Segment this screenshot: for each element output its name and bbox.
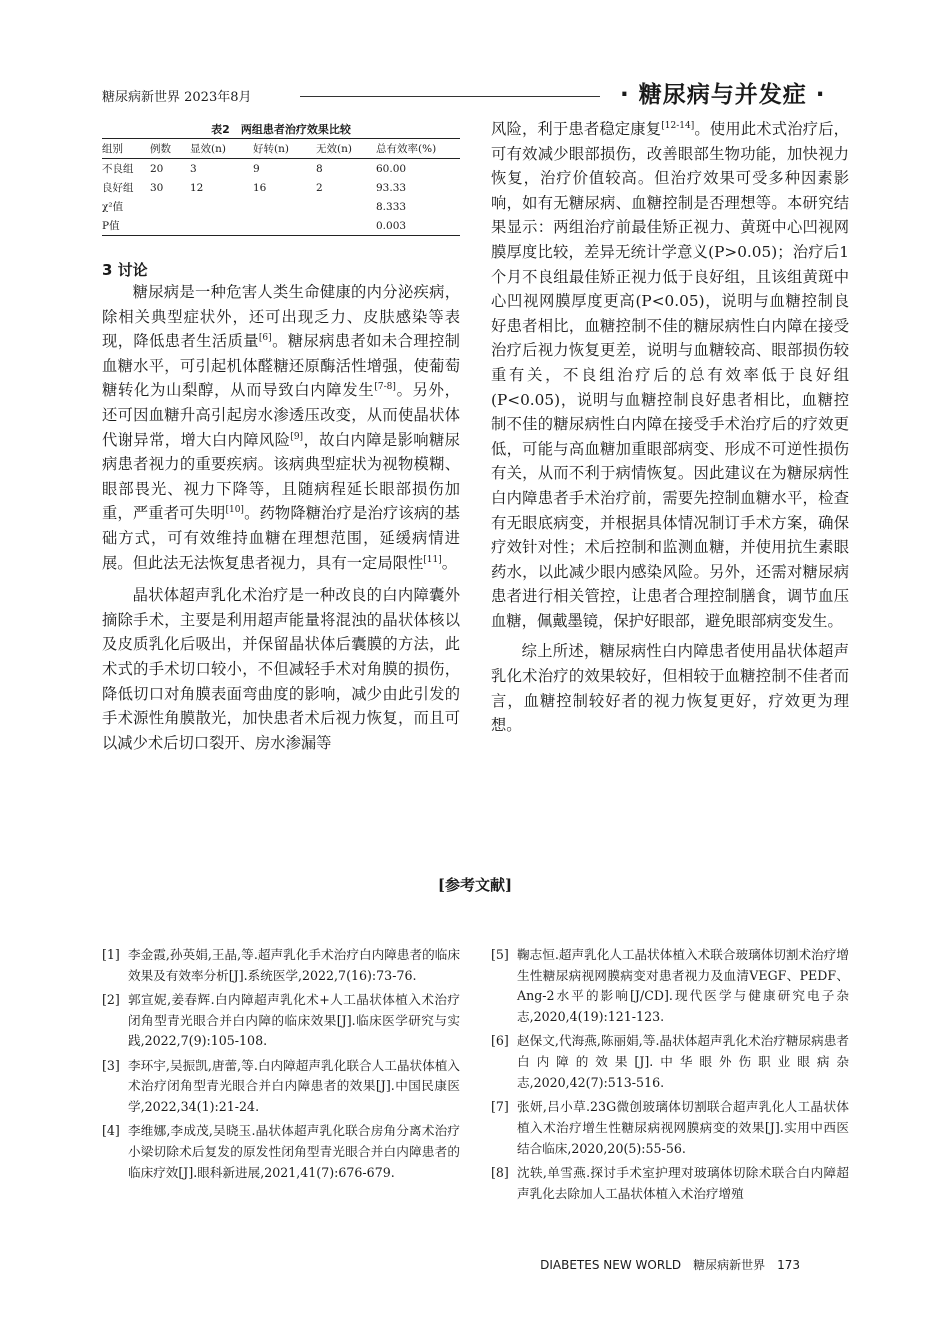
table-cell: 93.33 <box>376 181 407 194</box>
reference-item: [2] 郭宣妮,姜春辉.白内障超声乳化术+人工晶状体植入术治疗闭角型青光眼合并白内障的临床效果[J].临床医学研究与实践,2022,7(9):105-108. <box>102 992 460 1049</box>
table-cell: 2 <box>316 181 323 194</box>
section-title: · 糖尿病与并发症 · <box>620 82 826 108</box>
table-cell <box>150 197 190 216</box>
table-cell: 8.333 <box>376 200 407 213</box>
paragraph: 风险，利于患者稳定康复[12-14]。使用此术式治疗后，可有效减少眼部损伤，改善眼部生物功能，加快视力恢复，治疗价值较高。但治疗效果可受多种因素影响，如有无糖尿病、血糖控制是否理想等。本研究结果显示：两组治疗前最佳矫正视力、黄斑中心凹视网膜厚度比较，差异无统计学意义(P>0.05)；治疗后1个月不良组最佳矫正视力低于良好组，且该组黄斑中心凹视网膜厚度更高(P<0.05)，说明与血糖控制良好患者相比，血糖控制不佳的糖尿病性白内障在接受治疗后视力恢复更差，说明与血糖较高、眼部损伤较重有关，不良组治疗后的总有效率低于良好组(P<0.05)，说明与血糖控制良好患者相比，血糖控制不佳的糖尿病性白内障在接受手术治疗后的疗效更低，可能与高血糖加重眼部病变、形成不可逆性损伤有关，从而不利于病情恢复。因此建议在为糖尿病性白内障患者手术治疗前，需要先控制血糖水平，检查有无眼底病变，并根据具体情况制订手术方案，确保疗效针对性；术后控制和监测血糖，并使用抗生素眼药水，以此减少眼内感染风险。另外，还需对糖尿病患者进行相关管控，让患者合理控制膳食，调节血压血糖，佩戴墨镜，保护好眼部，避免眼部病变发生。 <box>491 120 849 630</box>
table-cell: P值 <box>102 216 150 236</box>
reference-item: [1] 李金霞,孙英娟,王晶,等.超声乳化手术治疗白内障患者的临床效果及有效率分析[J].系统医学,2022,7(16):73-76. <box>102 947 460 983</box>
references-left <box>102 945 460 1187</box>
reference-item: [6] 赵保文,代海燕,陈丽娟,等.晶状体超声乳化术治疗糖尿病患者白内障的效果[J].中华眼外伤职业眼病杂志,2020,42(7):513-516. <box>491 1033 849 1090</box>
table-row <box>102 216 460 236</box>
table-row <box>102 197 460 216</box>
table-header-cell: 组别 <box>102 139 150 159</box>
reference-item: [3] 李环宇,吴振凯,唐蕾,等.白内障超声乳化联合人工晶状体植入术治疗闭角型青光眼合并白内障患者的效果[J].中国民康医学,2022,34(1):21-24. <box>102 1057 460 1115</box>
table-header-cell: 显效(n) <box>190 139 253 159</box>
table-cell <box>190 197 253 216</box>
table-cell: 30 <box>150 181 164 194</box>
table-cell: 不良组 <box>102 163 134 175</box>
section-heading: 3 讨论 <box>102 261 148 279</box>
table-cell: χ²值 <box>102 201 124 213</box>
table-row <box>102 178 460 197</box>
paragraph: 晶状体超声乳化术治疗是一种改良的白内障囊外摘除手术，主要是利用超声能量将混浊的晶状体核以及皮质乳化后吸出，并保留晶状体后囊膜的方法，此术式的手术切口较小，不但减轻手术对角膜的损伤，降低切口对角膜表面弯曲度的影响，减少由此引发的手术源性角膜散光，加快患者术后视力恢复，而且可以减少术后切口裂开、房水渗漏等 <box>102 586 460 752</box>
citation: [7-8] <box>374 382 396 393</box>
references-right <box>491 945 849 1208</box>
reference-item: [4] 李维娜,李成茂,吴晓玉.晶状体超声乳化联合房角分离术治疗小梁切除术后复发的原发性闭角型青光眼合并白内障患者的临床疗效[J].眼科新进展,2021,41(7):676-679. <box>102 1123 460 1180</box>
table-cell: 良好组 <box>102 182 134 194</box>
citation: [6] <box>258 333 272 344</box>
table-cell <box>190 216 253 236</box>
page-footer: DIABETES NEW WORLD 糖尿病新世界 173 <box>540 1258 800 1272</box>
table-cell <box>150 216 190 236</box>
left-column <box>102 280 460 755</box>
table-cell: 9 <box>253 162 260 175</box>
reference-item: [5] 鞠志恒.超声乳化人工晶状体植入术联合玻璃体切割术治疗增生性糖尿病视网膜病变对患者视力及血清VEGF、PEDF、Ang-2水平的影响[J/CD].现代医学与健康研究电子杂志,2020,4(19):121-123. <box>491 947 849 1025</box>
citation: [10] <box>225 505 244 516</box>
table-cell: 8 <box>316 162 323 175</box>
results-table <box>102 138 460 236</box>
citation: [12-14] <box>661 120 695 131</box>
table-cell: 16 <box>253 181 267 194</box>
journal-date: 糖尿病新世界 2023年8月 <box>102 90 252 105</box>
table-cell: 20 <box>150 162 164 175</box>
header-divider <box>300 96 600 97</box>
table-header-cell: 总有效率(%) <box>376 139 460 159</box>
table-header-cell: 无效(n) <box>316 139 376 159</box>
reference-item: [8] 沈轶,单雪燕.探讨手术室护理对玻璃体切除术联合白内障超声乳化去除加人工晶状体植入术治疗增殖 <box>491 1164 849 1201</box>
table-cell: 3 <box>190 162 197 175</box>
table-cell <box>316 197 376 216</box>
table-header-row <box>102 139 460 159</box>
table-header-cell: 例数 <box>150 139 190 159</box>
table-cell <box>316 216 376 236</box>
references-title: [参考文献] <box>437 876 513 894</box>
table-cell: 12 <box>190 181 204 194</box>
citation: [11] <box>423 554 442 565</box>
table-title: 表2 两组患者治疗效果比较 <box>211 123 351 136</box>
table-cell: 60.00 <box>376 162 407 175</box>
table-cell <box>253 216 316 236</box>
table-cell: 0.003 <box>376 216 460 236</box>
reference-item: [7] 张妍,吕小草.23G微创玻璃体切割联合超声乳化人工晶状体植入术治疗增生性糖尿病视网膜病变的效果[J].实用中西医结合临床,2020,20(5):55-56. <box>491 1099 849 1156</box>
citation: [9] <box>290 431 304 442</box>
table-row <box>102 159 460 179</box>
right-column <box>491 117 849 738</box>
paragraph: 综上所述，糖尿病性白内障患者使用晶状体超声乳化术治疗的效果较好，但相较于血糖控制不佳者而言，血糖控制较好者的视力恢复更好，疗效更为理想。 <box>491 642 849 735</box>
paragraph: 糖尿病是一种危害人类生命健康的内分泌疾病，除相关典型症状外，还可出现乏力、皮肤感染等表现，降低患者生活质量[6]。糖尿病患者如未合理控制血糖水平，可引起机体醛糖还原酶活性增强，使葡萄糖转化为山梨醇，从而导致白内障发生[7-8]。另外，还可因血糖升高引起房水渗透压改变，从而使晶状体代谢异常，增大白内障风险[9]，故白内障是影响糖尿病患者视力的重要疾病。该病典型症状为视物模糊、眼部畏光、视力下降等，且随病程延长眼部损伤加重，严重者可失明[10]。药物降糖治疗是治疗该病的基础方式，可有效维持血糖在理想范围，延缓病情进展。但此法无法恢复患者视力，具有一定局限性[11]。 <box>102 283 460 572</box>
table-cell <box>253 197 316 216</box>
table-header-cell: 好转(n) <box>253 139 316 159</box>
